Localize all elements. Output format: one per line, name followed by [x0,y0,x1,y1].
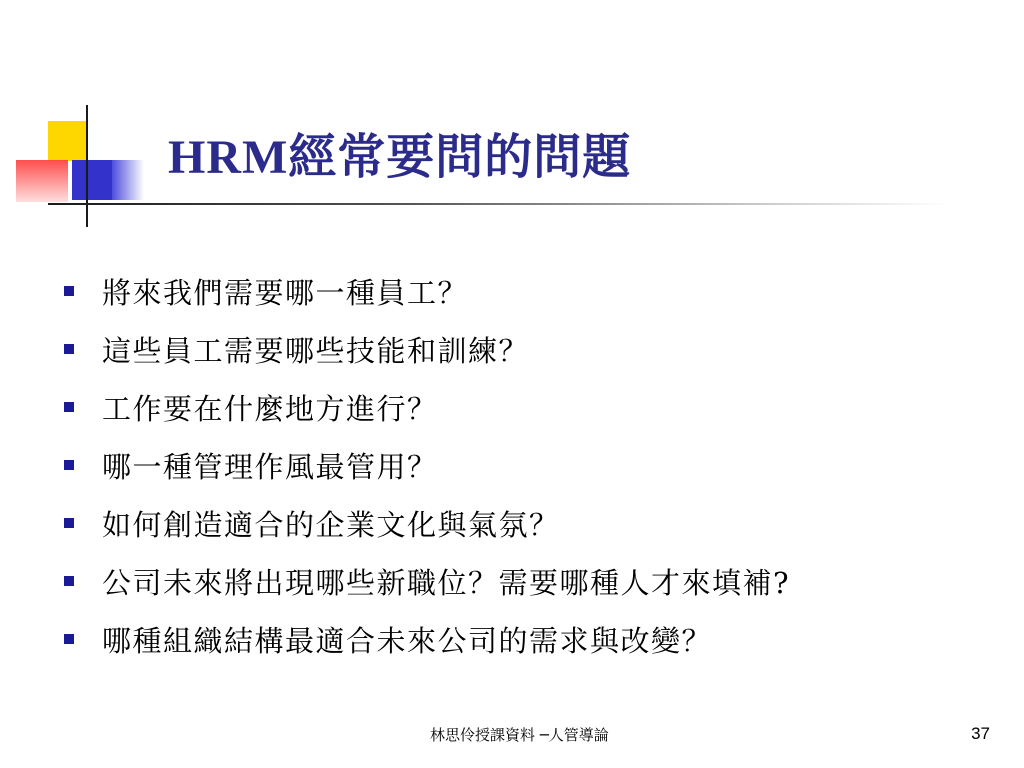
bullet-text: 這些員工需要哪些技能和訓練？ [102,333,530,368]
square-bullet-icon [64,286,74,296]
bullet-text: 公司未來將出現哪些新職位？需要哪種人才來填補? [102,565,791,600]
square-bullet-icon [64,344,74,354]
bullet-item [64,610,790,668]
bullet-text: 將來我們需要哪一種員工？ [102,275,469,310]
blue-square-decoration [72,160,112,200]
slide-title: HRM經常要問的問題 [168,131,632,184]
square-bullet-icon [64,460,74,470]
bullet-list [64,262,790,668]
square-bullet-icon [64,634,74,644]
square-bullet-icon [64,576,74,586]
page-number: 37 [971,724,990,743]
yellow-square-decoration [48,121,88,161]
bullet-text: 如何創造適合的企業文化與氣氛？ [102,507,560,542]
square-bullet-icon [64,402,74,412]
bullet-text: 哪種組織結構最適合未來公司的需求與改變？ [102,623,713,658]
title-underline [48,203,948,205]
bullet-text: 工作要在什麼地方進行？ [102,391,438,426]
bullet-item [64,320,790,378]
bullet-item [64,494,790,552]
bullet-item [64,552,790,610]
footer-text: 林思伶授課資料 ─人管導論 [430,726,609,744]
bullet-item [64,436,790,494]
blue-fade-decoration [112,160,144,200]
bullet-item [64,378,790,436]
bullet-item [64,262,790,320]
square-bullet-icon [64,518,74,528]
vertical-line-decoration [86,105,88,227]
red-square-decoration [16,160,68,202]
bullet-text: 哪一種管理作風最管用？ [102,449,438,484]
